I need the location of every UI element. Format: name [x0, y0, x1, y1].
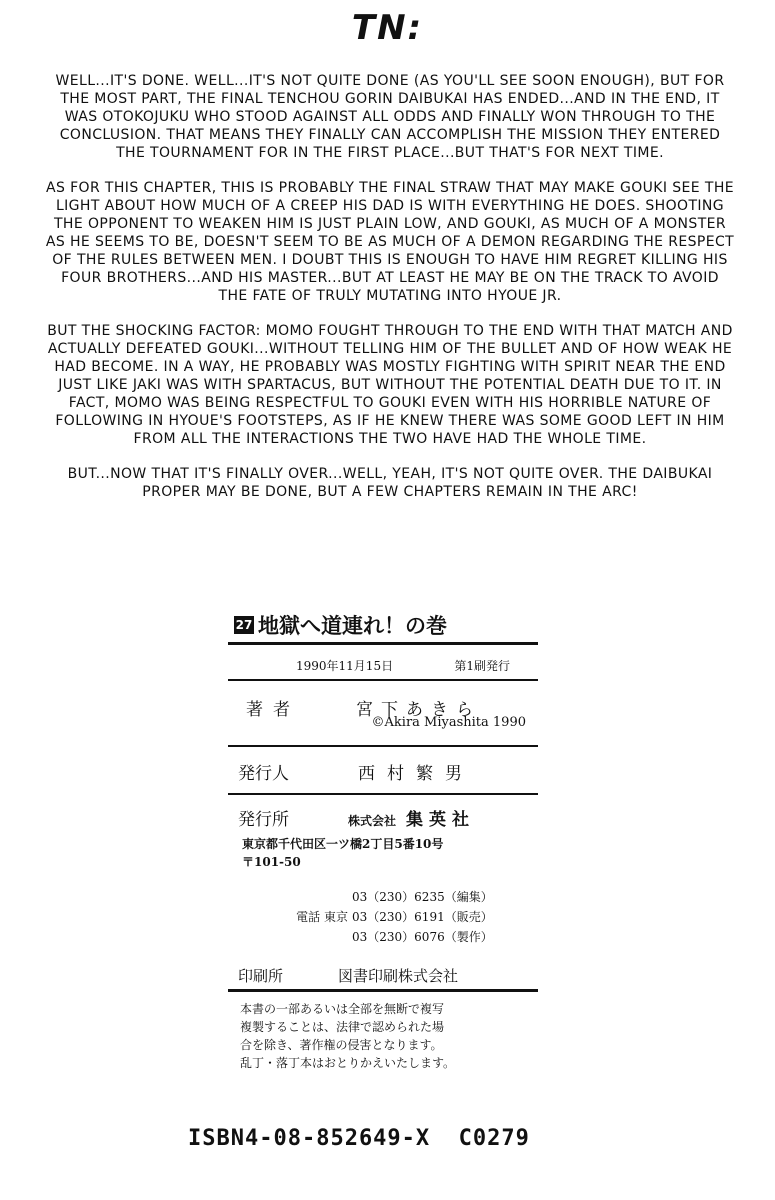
- publisher-office-label: 発行所: [238, 810, 289, 830]
- translator-notes: [45, 72, 735, 518]
- note-paragraph: BUT...NOW THAT IT'S FINALLY OVER...WELL, YEAH, IT'S NOT QUITE OVER. THE DAIBUKAI PROPER MAY BE DONE, BUT A FEW CHAPTERS REMAIN IN THE ARC!: [67, 466, 713, 500]
- publication-date-row: [228, 645, 538, 679]
- publisher-person-label: 発行人: [238, 764, 289, 784]
- volume-title: [228, 608, 538, 642]
- note-paragraph: BUT THE SHOCKING FACTOR: MOMO FOUGHT THROUGH TO THE END WITH THAT MATCH AND ACTUALLY DEFEATED GOUKI...WITHOUT TELLING HIM OF THE BULLET AND OF HOW WEAK HE HAD BECOME. IN A WAY, HE PROBABLY WAS MOSTLY FIGHTING WITH SPIRIT NEAR THE END JUST LIKE JAKI WAS WITH SPARTACUS, BUT WITHOUT THE POTENTIAL DEATH DUE TO IT. IN FACT, MOMO WAS BEING RESPECTFUL TO GOUKI EVEN WITH HIS HORRIBLE NATURE OF FOLLOWING IN HYOUE'S FOOTSTEPS, AS IF HE KNEW THERE WAS SOME GOOD LEFT IN HIM FROM ALL THE INTERACTIONS THE TWO HAVE HAD THE WHOLE TIME.: [47, 323, 733, 447]
- phone-line: [228, 927, 538, 947]
- company-type: 株式会社: [348, 814, 397, 828]
- printer-row: [228, 947, 538, 989]
- phone-line: [228, 887, 538, 907]
- phone-number: 03（230）6076（製作）: [352, 930, 493, 944]
- publisher-person-name: 西村繁男: [358, 764, 474, 784]
- edition-label: 第1刷発行: [454, 659, 510, 673]
- notice-line: 合を除き、著作権の侵害となります。: [240, 1038, 443, 1052]
- postal-code: 〒101-50: [242, 855, 301, 869]
- author-label: 著者: [246, 700, 300, 720]
- notice-line: 乱丁・落丁本はおとりかえいたします。: [240, 1056, 456, 1070]
- publication-date: 1990年11月15日: [296, 659, 394, 673]
- notice-line: 複製することは、法律で認められた場: [240, 1020, 445, 1034]
- tn-title: TN:: [351, 8, 424, 48]
- company-name: 集英社: [406, 810, 476, 830]
- author-name: 宮下あきら: [356, 700, 481, 720]
- phone-list: [228, 871, 538, 947]
- isbn-code: ISBN4-08-852649-X C0279: [188, 1126, 530, 1151]
- note-paragraph: WELL...IT'S DONE. WELL...IT'S NOT QUITE DONE (AS YOU'LL SEE SOON ENOUGH), BUT FOR THE MOST PART, THE FINAL TENCHOU GORIN DAIBUKAI HAS ENDED...AND IN THE END, IT WAS OTOKOJUKU WHO STOOD AGAINST ALL ODDS AND FINALLY WON THROUGH TO THE CONCLUSION. THAT MEANS THEY FINALLY CAN ACCOMPLISH THE MISSION THEY ENTERED THE TOURNAMENT FOR IN THE FIRST PLACE...BUT THAT'S FOR NEXT TIME.: [55, 73, 725, 161]
- colophon: [228, 608, 538, 1072]
- phone-line: [228, 907, 538, 927]
- phone-number: 03（230）6235（編集）: [352, 890, 493, 904]
- publisher-office-row: [228, 795, 538, 835]
- copyright-notice: [228, 992, 538, 1072]
- printer-label: 印刷所: [238, 967, 284, 985]
- volume-number-badge: 27: [235, 618, 253, 632]
- phone-prefix: 電話 東京: [296, 910, 348, 924]
- author-row: [228, 681, 538, 720]
- copyright-text: ©Akira Miyashita 1990: [371, 715, 526, 730]
- address: [228, 835, 538, 871]
- note-paragraph: AS FOR THIS CHAPTER, THIS IS PROBABLY THE FINAL STRAW THAT MAY MAKE GOUKI SEE THE LIGHT ABOUT HOW MUCH OF A CREEP HIS DAD IS WITH EVERYTHING HE DOES. SHOOTING THE OPPONENT TO WEAKEN HIM IS JUST PLAIN LOW, AND GOUKI, AS MUCH OF A MONSTER AS HE SEEMS TO BE, DOESN'T SEEM TO BE AS MUCH OF A DEMON REGARDING THE RESPECT OF THE RULES BETWEEN MEN. I DOUBT THIS IS ENOUGH TO HAVE HIM REGRET KILLING HIS FOUR BROTHERS...AND HIS MASTER...BUT AT LEAST HE MAY BE ON THE TRACK TO AVOID THE FATE OF TRULY MUTATING INTO HYOUE JR.: [45, 180, 735, 304]
- printer-name: 図書印刷株式会社: [338, 967, 459, 985]
- street-address: 東京都千代田区一ツ橋2丁目5番10号: [242, 837, 444, 851]
- publisher-person-row: [228, 747, 538, 793]
- notice-line: 本書の一部あるいは全部を無断で複写: [240, 1002, 445, 1016]
- volume-title-text: 地獄へ道連れ！の巻: [258, 613, 447, 638]
- phone-number: 03（230）6191（販売）: [352, 910, 493, 924]
